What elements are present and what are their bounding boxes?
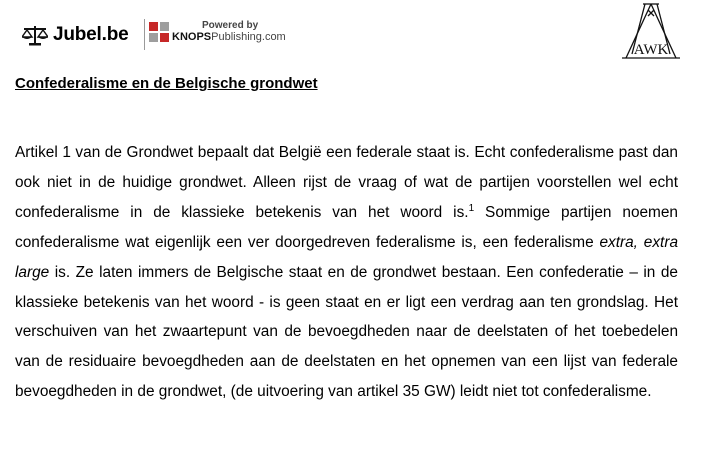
powered-by-label: Powered by [202,20,259,31]
paragraph-part-3: is. Ze laten immers de Belgische staat en de grondwet bestaan. Een confederatie – in de klassieke betekenis van het woord - is geen staat en er ligt een verdrag aan ten grondslag. Het verschuiven van het zwaartepunt van de bevoegdheden naar de deelstaten of het toebedelen van de residuaire bevoegdheden aan de deelstaten en het opnemen van een lijst van federale bevoegdheden in de grondwet, (de uitvoering van artikel 35 GW) leidt niet tot confederalisme. [15,263,678,401]
header [0,0,720,70]
knops-text [172,20,286,44]
jubel-logo[interactable] [22,23,128,47]
knops-icon [149,22,169,42]
paragraph-part-1: Artikel 1 van de Grondwet bepaalt dat België een federale staat is. Echt confederalisme past dan ook niet in de huidige grondwet. Alleen rijst de vraag of wat de partijen voorstellen wel echt confederalisme in de klassieke betekenis van het woord is. [15,144,678,221]
knops-brand [172,31,286,44]
knops-brand-bold: KNOPS [172,31,212,43]
header-divider [144,19,145,50]
paragraph-italic: extra, extra large [15,233,679,281]
footnote-ref[interactable]: 1 [468,202,475,214]
knops-brand-rest: Publishing.com [211,31,286,43]
jubel-brand: Jubel.be [53,24,129,45]
awk-logo[interactable] [620,2,682,62]
document-paragraph [15,138,678,407]
scale-icon [22,23,48,47]
awk-logo-text: AWK [633,42,669,58]
paragraph-part-2: Sommige partijen noemen confederalisme wat eigenlijk een ver doorgedreven federalisme is, een federalisme [15,203,678,251]
document-title: Confederalisme en de Belgische grondwet [15,75,318,92]
knops-logo[interactable] [149,20,286,44]
